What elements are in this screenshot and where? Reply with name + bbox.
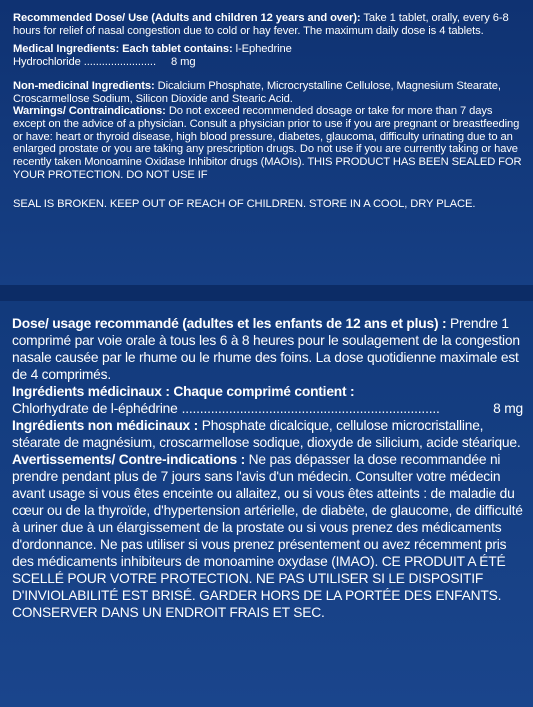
french-warnings-text: Ne pas dépasser la dose recommandée ni prendre pendant plus de 7 jours sans l'avis d'un médecin. Consulter votre médecin avant usage si vous êtes enceinte ou allaitez, ou si vous êtes atteints : de maladie du cœur ou de la thyroïde, d'hypertension artérielle, de diabète, de glaucome, de difficulté à uriner due à un élargissement de la prostate ou si vous prenez des médicaments d'ordonnance. Ne pas utiliser si vous prenez présentement ou avez récemment pris des médicaments inhibiteurs de monoamine oxydase (IMAO). CE PRODUIT A ÉTÉ SCELLÉ POUR VOTRE PROTECTION. NE PAS UTILISER SI LE DISPOSITIF D'INVIOLABILITÉ EST BRISÉ. GARDER HORS DE LA PORTÉE DES ENFANTS. CONSERVER DANS UN ENDROIT FRAIS ET SEC. xyxy=(12,452,523,620)
english-medical-ingredient-dots: ........................ xyxy=(83,56,156,69)
french-medical-ingredient-dots: ....................................................................... xyxy=(181,401,440,416)
english-medical-section xyxy=(13,43,523,56)
english-label-panel xyxy=(0,0,533,285)
english-nonmedicinal-heading: Non-medicinal Ingredients: xyxy=(13,79,155,92)
french-nonmedicinal-text: Phosphate dicalcique, cellulose microcristalline, stéarate de magnésium, croscarmellose sodique, dioxyde de silicium, acide stéarique. xyxy=(12,418,521,450)
french-nonmedicinal-section xyxy=(12,417,523,451)
french-label-panel xyxy=(0,301,533,707)
french-medical-ingredient-name: Chlorhydrate de l-éphédrine xyxy=(12,401,178,416)
english-warnings-heading: Warnings/ Contraindications: xyxy=(13,105,166,118)
french-medical-ingredient-line xyxy=(12,400,523,417)
section-divider xyxy=(0,285,533,301)
french-nonmedicinal-heading: Ingrédients non médicinaux : xyxy=(12,418,199,433)
english-medical-heading: Medical Ingredients: Each tablet contains: xyxy=(13,43,233,56)
english-medical-ingredient-name: Hydrochloride xyxy=(13,56,81,69)
english-seal-text: SEAL IS BROKEN. KEEP OUT OF REACH OF CHILDREN. STORE IN A COOL, DRY PLACE. xyxy=(13,198,476,211)
french-medical-ingredient-amount: 8 mg xyxy=(493,401,523,416)
french-medical-heading: Ingrédients médicinaux : Chaque comprimé contient : xyxy=(12,384,355,399)
english-warnings-section xyxy=(13,105,523,181)
english-dose-text: Take 1 tablet, orally, every 6-8 hours for relief of nasal congestion due to cold or hay fever. The maximum daily dose is 4 tablets. xyxy=(13,12,509,37)
english-warnings-text: Do not exceed recommended dosage or take for more than 7 days except on the advice of a physician. Consult a physician prior to use if you are pregnant or breastfeeding or have: heart or thyroid disease, high blood pressure, diabetes, glaucoma, difficulty urinating due to an enlarged prostate or you are taking any prescription drugs. Do not use if you are currently taking or have recently taken Monoamine Oxidase Inhibitor drugs (MAOIs). THIS PRODUCT HAS BEEN SEALED FOR YOUR PROTECTION. DO NOT USE IF xyxy=(13,105,522,181)
french-dose-heading: Dose/ usage recommandé (adultes et les enfants de 12 ans et plus) : xyxy=(12,316,447,331)
english-dose-section xyxy=(13,12,523,37)
french-medical-section xyxy=(12,383,523,400)
french-warnings-heading: Avertissements/ Contre-indications : xyxy=(12,452,246,467)
french-dose-section xyxy=(12,315,523,383)
french-dose-text: Prendre 1 comprimé par voie orale à tous les 6 à 8 heures pour le soulagement de la congestion nasale causée par le rhume ou le rhume des foins. La dose quotidienne maximale est de 4 comprimés. xyxy=(12,316,520,382)
english-medical-ingredient-start: l-Ephedrine xyxy=(235,43,292,56)
english-dose-heading: Recommended Dose/ Use (Adults and children 12 years and over): xyxy=(13,12,361,24)
english-nonmedicinal-section xyxy=(13,80,523,105)
french-warnings-section xyxy=(12,451,523,621)
english-medical-ingredient-amount: 8 mg xyxy=(171,56,196,69)
english-nonmedicinal-text: Dicalcium Phosphate, Microcrystalline Cellulose, Magnesium Stearate, Croscarmellose Sodium, Silicon Dioxide and Stearic Acid. xyxy=(13,79,501,105)
english-medical-ingredient-line xyxy=(13,56,523,69)
